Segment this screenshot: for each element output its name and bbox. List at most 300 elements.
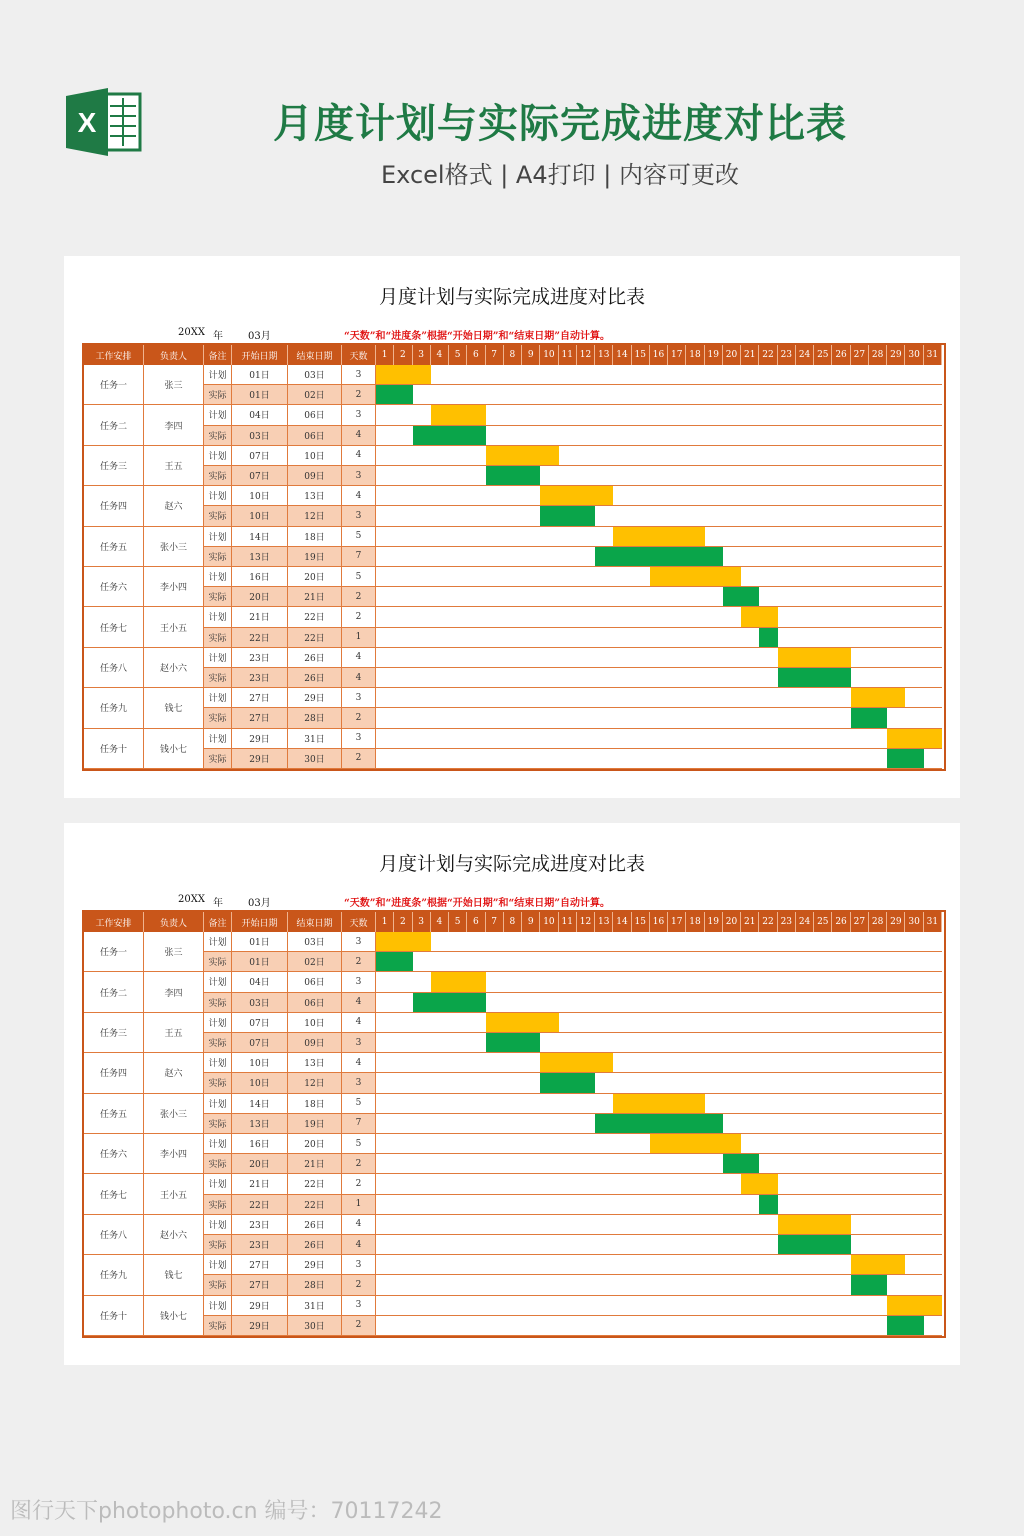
start-date: 29日 [232, 1296, 288, 1316]
row-type-actual: 实际 [204, 587, 232, 607]
day-header-16: 16 [650, 345, 668, 365]
day-count: 2 [342, 708, 376, 728]
end-date: 09日 [288, 1033, 342, 1053]
end-date: 29日 [288, 1255, 342, 1275]
plan-bar [778, 1215, 851, 1234]
day-header-9: 9 [522, 345, 540, 365]
day-count: 2 [342, 749, 376, 769]
actual-bar [887, 749, 924, 768]
row-type-actual: 实际 [204, 547, 232, 567]
start-date: 01日 [232, 385, 288, 405]
row-type-actual: 实际 [204, 426, 232, 446]
day-count: 2 [342, 1154, 376, 1174]
end-date: 26日 [288, 668, 342, 688]
sheet-title: 月度计划与实际完成进度对比表 [378, 853, 645, 875]
end-date: 10日 [288, 1013, 342, 1033]
day-count: 3 [342, 729, 376, 749]
row-type-plan: 计划 [204, 1215, 232, 1235]
day-count: 1 [342, 1195, 376, 1215]
start-date: 03日 [232, 426, 288, 446]
day-count: 3 [342, 932, 376, 952]
header-0: 工作安排 [84, 912, 144, 932]
row-type-plan: 计划 [204, 972, 232, 992]
actual-bar [486, 466, 541, 485]
day-header-21: 21 [741, 912, 759, 932]
chart-row [376, 1195, 942, 1215]
start-date: 03日 [232, 993, 288, 1013]
day-header-8: 8 [504, 912, 522, 932]
task-owner: 赵六 [144, 486, 204, 526]
plan-bar [431, 972, 486, 991]
page-title: 月度计划与实际完成进度对比表 [273, 101, 847, 147]
plan-bar [851, 1255, 906, 1274]
day-count: 4 [342, 426, 376, 446]
chart-row [376, 1296, 942, 1316]
row-type-plan: 计划 [204, 729, 232, 749]
start-date: 13日 [232, 1114, 288, 1134]
header-0: 工作安排 [84, 345, 144, 365]
day-header-30: 30 [905, 912, 923, 932]
day-header-10: 10 [540, 912, 558, 932]
task-owner: 张小三 [144, 1094, 204, 1134]
sheet-year: 20XX [178, 327, 205, 338]
end-date: 02日 [288, 385, 342, 405]
actual-bar [723, 587, 760, 606]
chart-row [376, 365, 942, 385]
chart-row [376, 1154, 942, 1174]
excel-icon-letter: X [77, 107, 97, 138]
actual-bar [376, 385, 413, 404]
day-header-8: 8 [504, 345, 522, 365]
auto-calc-note: “天数”和“进度条”根据“开始日期”和“结束日期”自动计算。 [344, 331, 611, 342]
day-count: 2 [342, 1316, 376, 1336]
day-header-24: 24 [796, 912, 814, 932]
end-date: 26日 [288, 1215, 342, 1235]
actual-bar [851, 1275, 888, 1294]
row-type-actual: 实际 [204, 1033, 232, 1053]
plan-bar [887, 1296, 942, 1315]
watermark: 图行天下photophoto.cn 编号：70117242 [10, 1499, 443, 1524]
chart-row [376, 446, 942, 466]
chart-row [376, 1215, 942, 1235]
day-count: 5 [342, 567, 376, 587]
task-name: 任务七 [84, 1174, 144, 1214]
day-count: 3 [342, 688, 376, 708]
actual-bar [851, 708, 888, 727]
end-date: 03日 [288, 932, 342, 952]
row-type-actual: 实际 [204, 385, 232, 405]
header-1: 负责人 [144, 345, 204, 365]
start-date: 04日 [232, 972, 288, 992]
row-type-plan: 计划 [204, 932, 232, 952]
gantt-table [82, 910, 946, 1338]
start-date: 29日 [232, 729, 288, 749]
chart-row [376, 932, 942, 952]
end-date: 12日 [288, 1073, 342, 1093]
task-owner: 赵小六 [144, 648, 204, 688]
end-date: 02日 [288, 952, 342, 972]
row-type-actual: 实际 [204, 1275, 232, 1295]
day-count: 4 [342, 1013, 376, 1033]
task-name: 任务七 [84, 607, 144, 647]
end-date: 06日 [288, 972, 342, 992]
start-date: 20日 [232, 1154, 288, 1174]
plan-bar [431, 405, 486, 424]
end-date: 26日 [288, 648, 342, 668]
end-date: 28日 [288, 708, 342, 728]
start-date: 07日 [232, 466, 288, 486]
day-header-15: 15 [632, 912, 650, 932]
actual-bar [540, 506, 595, 525]
day-header-26: 26 [832, 912, 850, 932]
start-date: 07日 [232, 1033, 288, 1053]
plan-bar [540, 486, 613, 505]
header-3: 开始日期 [232, 345, 288, 365]
day-count: 4 [342, 1053, 376, 1073]
actual-bar [413, 426, 486, 445]
start-date: 29日 [232, 1316, 288, 1336]
task-name: 任务八 [84, 648, 144, 688]
end-date: 20日 [288, 1134, 342, 1154]
actual-bar [759, 1195, 777, 1214]
header-4: 结束日期 [288, 345, 342, 365]
row-type-actual: 实际 [204, 749, 232, 769]
row-type-plan: 计划 [204, 527, 232, 547]
task-owner: 钱七 [144, 1255, 204, 1295]
task-owner: 张三 [144, 932, 204, 972]
end-date: 09日 [288, 466, 342, 486]
day-header-23: 23 [778, 345, 796, 365]
task-owner: 李四 [144, 405, 204, 445]
row-type-plan: 计划 [204, 486, 232, 506]
end-date: 26日 [288, 1235, 342, 1255]
start-date: 07日 [232, 446, 288, 466]
start-date: 10日 [232, 486, 288, 506]
header-5: 天数 [342, 912, 376, 932]
day-count: 5 [342, 527, 376, 547]
excel-icon [66, 88, 142, 156]
day-header-10: 10 [540, 345, 558, 365]
day-count: 5 [342, 1094, 376, 1114]
row-type-plan: 计划 [204, 1174, 232, 1194]
task-name: 任务三 [84, 1013, 144, 1053]
row-type-plan: 计划 [204, 688, 232, 708]
day-count: 1 [342, 628, 376, 648]
plan-bar [741, 1174, 778, 1193]
day-header-31: 31 [924, 912, 942, 932]
day-count: 4 [342, 446, 376, 466]
day-header-22: 22 [759, 912, 777, 932]
start-date: 01日 [232, 952, 288, 972]
row-type-actual: 实际 [204, 466, 232, 486]
start-date: 29日 [232, 749, 288, 769]
day-header-18: 18 [686, 345, 704, 365]
task-owner: 王五 [144, 1013, 204, 1053]
start-date: 01日 [232, 932, 288, 952]
actual-bar [887, 1316, 924, 1335]
task-name: 任务四 [84, 486, 144, 526]
task-name: 任务四 [84, 1053, 144, 1093]
day-header-13: 13 [595, 912, 613, 932]
start-date: 23日 [232, 668, 288, 688]
start-date: 10日 [232, 1073, 288, 1093]
row-type-actual: 实际 [204, 952, 232, 972]
end-date: 19日 [288, 1114, 342, 1134]
task-name: 任务六 [84, 567, 144, 607]
day-header-20: 20 [723, 912, 741, 932]
day-header-6: 6 [467, 345, 485, 365]
actual-bar [759, 628, 777, 647]
page-subtitle: Excel格式 | A4打印 | 内容可更改 [381, 161, 739, 189]
task-owner: 李四 [144, 972, 204, 1012]
row-type-actual: 实际 [204, 993, 232, 1013]
end-date: 20日 [288, 567, 342, 587]
day-header-11: 11 [559, 345, 577, 365]
day-header-5: 5 [449, 912, 467, 932]
task-owner: 王五 [144, 446, 204, 486]
day-count: 4 [342, 648, 376, 668]
header-1: 负责人 [144, 912, 204, 932]
row-type-actual: 实际 [204, 708, 232, 728]
start-date: 01日 [232, 365, 288, 385]
end-date: 18日 [288, 1094, 342, 1114]
plan-bar [851, 688, 906, 707]
end-date: 06日 [288, 993, 342, 1013]
day-header-1: 1 [376, 345, 394, 365]
task-owner: 王小五 [144, 1174, 204, 1214]
day-header-25: 25 [814, 345, 832, 365]
row-type-actual: 实际 [204, 1154, 232, 1174]
day-header-27: 27 [851, 912, 869, 932]
day-header-20: 20 [723, 345, 741, 365]
end-date: 22日 [288, 1174, 342, 1194]
chart-row [376, 1174, 942, 1194]
day-header-19: 19 [705, 912, 723, 932]
day-header-7: 7 [486, 345, 504, 365]
start-date: 22日 [232, 628, 288, 648]
sheet-title: 月度计划与实际完成进度对比表 [378, 286, 645, 308]
day-header-23: 23 [778, 912, 796, 932]
day-count: 3 [342, 1073, 376, 1093]
start-date: 13日 [232, 547, 288, 567]
plan-bar [613, 527, 704, 546]
sheet-year-label: 年 [213, 331, 223, 342]
day-header-14: 14 [613, 912, 631, 932]
day-count: 7 [342, 547, 376, 567]
day-count: 5 [342, 1134, 376, 1154]
chart-row [376, 1033, 942, 1053]
day-count: 2 [342, 587, 376, 607]
chart-row [376, 1013, 942, 1033]
day-header-25: 25 [814, 912, 832, 932]
plan-bar [376, 365, 431, 384]
row-type-actual: 实际 [204, 506, 232, 526]
chart-row [376, 1073, 942, 1093]
start-date: 20日 [232, 587, 288, 607]
header-2: 备注 [204, 912, 232, 932]
day-header-3: 3 [413, 912, 431, 932]
day-header-27: 27 [851, 345, 869, 365]
task-name: 任务八 [84, 1215, 144, 1255]
chart-row [376, 385, 942, 405]
end-date: 19日 [288, 547, 342, 567]
actual-bar [778, 1235, 851, 1254]
day-count: 4 [342, 668, 376, 688]
day-count: 7 [342, 1114, 376, 1134]
sheet-preview-1 [64, 256, 960, 798]
end-date: 22日 [288, 1195, 342, 1215]
start-date: 16日 [232, 1134, 288, 1154]
plan-bar [650, 1134, 741, 1153]
day-header-29: 29 [887, 912, 905, 932]
row-type-actual: 实际 [204, 668, 232, 688]
day-header-22: 22 [759, 345, 777, 365]
actual-bar [723, 1154, 760, 1173]
row-type-actual: 实际 [204, 628, 232, 648]
day-header-4: 4 [431, 345, 449, 365]
start-date: 21日 [232, 1174, 288, 1194]
day-count: 4 [342, 993, 376, 1013]
day-count: 3 [342, 1255, 376, 1275]
plan-bar [613, 1094, 704, 1113]
day-count: 3 [342, 365, 376, 385]
actual-bar [778, 668, 851, 687]
start-date: 21日 [232, 607, 288, 627]
sheet-year-label: 年 [213, 898, 223, 909]
chart-row [376, 1316, 942, 1336]
task-name: 任务一 [84, 932, 144, 972]
start-date: 27日 [232, 1255, 288, 1275]
end-date: 03日 [288, 365, 342, 385]
day-count: 2 [342, 952, 376, 972]
task-name: 任务五 [84, 527, 144, 567]
end-date: 18日 [288, 527, 342, 547]
day-header-7: 7 [486, 912, 504, 932]
row-type-plan: 计划 [204, 607, 232, 627]
sheet-year: 20XX [178, 894, 205, 905]
chart-row [376, 648, 942, 668]
day-header-17: 17 [668, 345, 686, 365]
sheet-preview-2 [64, 823, 960, 1365]
sheet-month: 03月 [248, 331, 271, 342]
chart-row [376, 506, 942, 526]
day-count: 4 [342, 1235, 376, 1255]
day-header-26: 26 [832, 345, 850, 365]
plan-bar [887, 729, 942, 748]
start-date: 14日 [232, 527, 288, 547]
page-header [0, 0, 1024, 230]
chart-row [376, 628, 942, 648]
end-date: 31日 [288, 729, 342, 749]
chart-row [376, 1053, 942, 1073]
task-name: 任务六 [84, 1134, 144, 1174]
day-count: 2 [342, 607, 376, 627]
end-date: 29日 [288, 688, 342, 708]
end-date: 10日 [288, 446, 342, 466]
task-name: 任务十 [84, 729, 144, 769]
row-type-plan: 计划 [204, 648, 232, 668]
row-type-plan: 计划 [204, 1255, 232, 1275]
end-date: 21日 [288, 587, 342, 607]
day-header-9: 9 [522, 912, 540, 932]
chart-row [376, 668, 942, 688]
chart-row [376, 749, 942, 769]
day-count: 2 [342, 385, 376, 405]
actual-bar [595, 547, 723, 566]
end-date: 22日 [288, 628, 342, 648]
plan-bar [650, 567, 741, 586]
end-date: 22日 [288, 607, 342, 627]
chart-row [376, 587, 942, 607]
day-header-28: 28 [869, 912, 887, 932]
day-header-2: 2 [394, 345, 412, 365]
actual-bar [376, 952, 413, 971]
day-header-4: 4 [431, 912, 449, 932]
day-header-2: 2 [394, 912, 412, 932]
task-name: 任务五 [84, 1094, 144, 1134]
end-date: 06日 [288, 405, 342, 425]
row-type-actual: 实际 [204, 1316, 232, 1336]
end-date: 28日 [288, 1275, 342, 1295]
day-header-21: 21 [741, 345, 759, 365]
day-header-12: 12 [577, 345, 595, 365]
chart-row [376, 607, 942, 627]
day-header-19: 19 [705, 345, 723, 365]
task-name: 任务一 [84, 365, 144, 405]
plan-bar [486, 446, 559, 465]
task-owner: 赵六 [144, 1053, 204, 1093]
row-type-actual: 实际 [204, 1195, 232, 1215]
day-header-24: 24 [796, 345, 814, 365]
start-date: 16日 [232, 567, 288, 587]
plan-bar [778, 648, 851, 667]
day-header-6: 6 [467, 912, 485, 932]
day-header-31: 31 [924, 345, 942, 365]
day-header-12: 12 [577, 912, 595, 932]
task-owner: 钱七 [144, 688, 204, 728]
start-date: 23日 [232, 1215, 288, 1235]
task-name: 任务二 [84, 405, 144, 445]
task-owner: 李小四 [144, 1134, 204, 1174]
day-header-1: 1 [376, 912, 394, 932]
plan-bar [540, 1053, 613, 1072]
day-header-17: 17 [668, 912, 686, 932]
day-count: 2 [342, 1174, 376, 1194]
task-owner: 王小五 [144, 607, 204, 647]
end-date: 30日 [288, 749, 342, 769]
day-header-5: 5 [449, 345, 467, 365]
row-type-actual: 实际 [204, 1235, 232, 1255]
day-count: 4 [342, 1215, 376, 1235]
day-count: 3 [342, 1033, 376, 1053]
day-count: 3 [342, 972, 376, 992]
row-type-plan: 计划 [204, 1134, 232, 1154]
end-date: 06日 [288, 426, 342, 446]
task-owner: 张三 [144, 365, 204, 405]
row-type-plan: 计划 [204, 405, 232, 425]
actual-bar [595, 1114, 723, 1133]
row-type-plan: 计划 [204, 365, 232, 385]
plan-bar [376, 932, 431, 951]
actual-bar [540, 1073, 595, 1092]
day-count: 2 [342, 1275, 376, 1295]
header-3: 开始日期 [232, 912, 288, 932]
day-header-13: 13 [595, 345, 613, 365]
day-header-28: 28 [869, 345, 887, 365]
chart-row [376, 466, 942, 486]
sheet-month: 03月 [248, 898, 271, 909]
chart-row [376, 952, 942, 972]
